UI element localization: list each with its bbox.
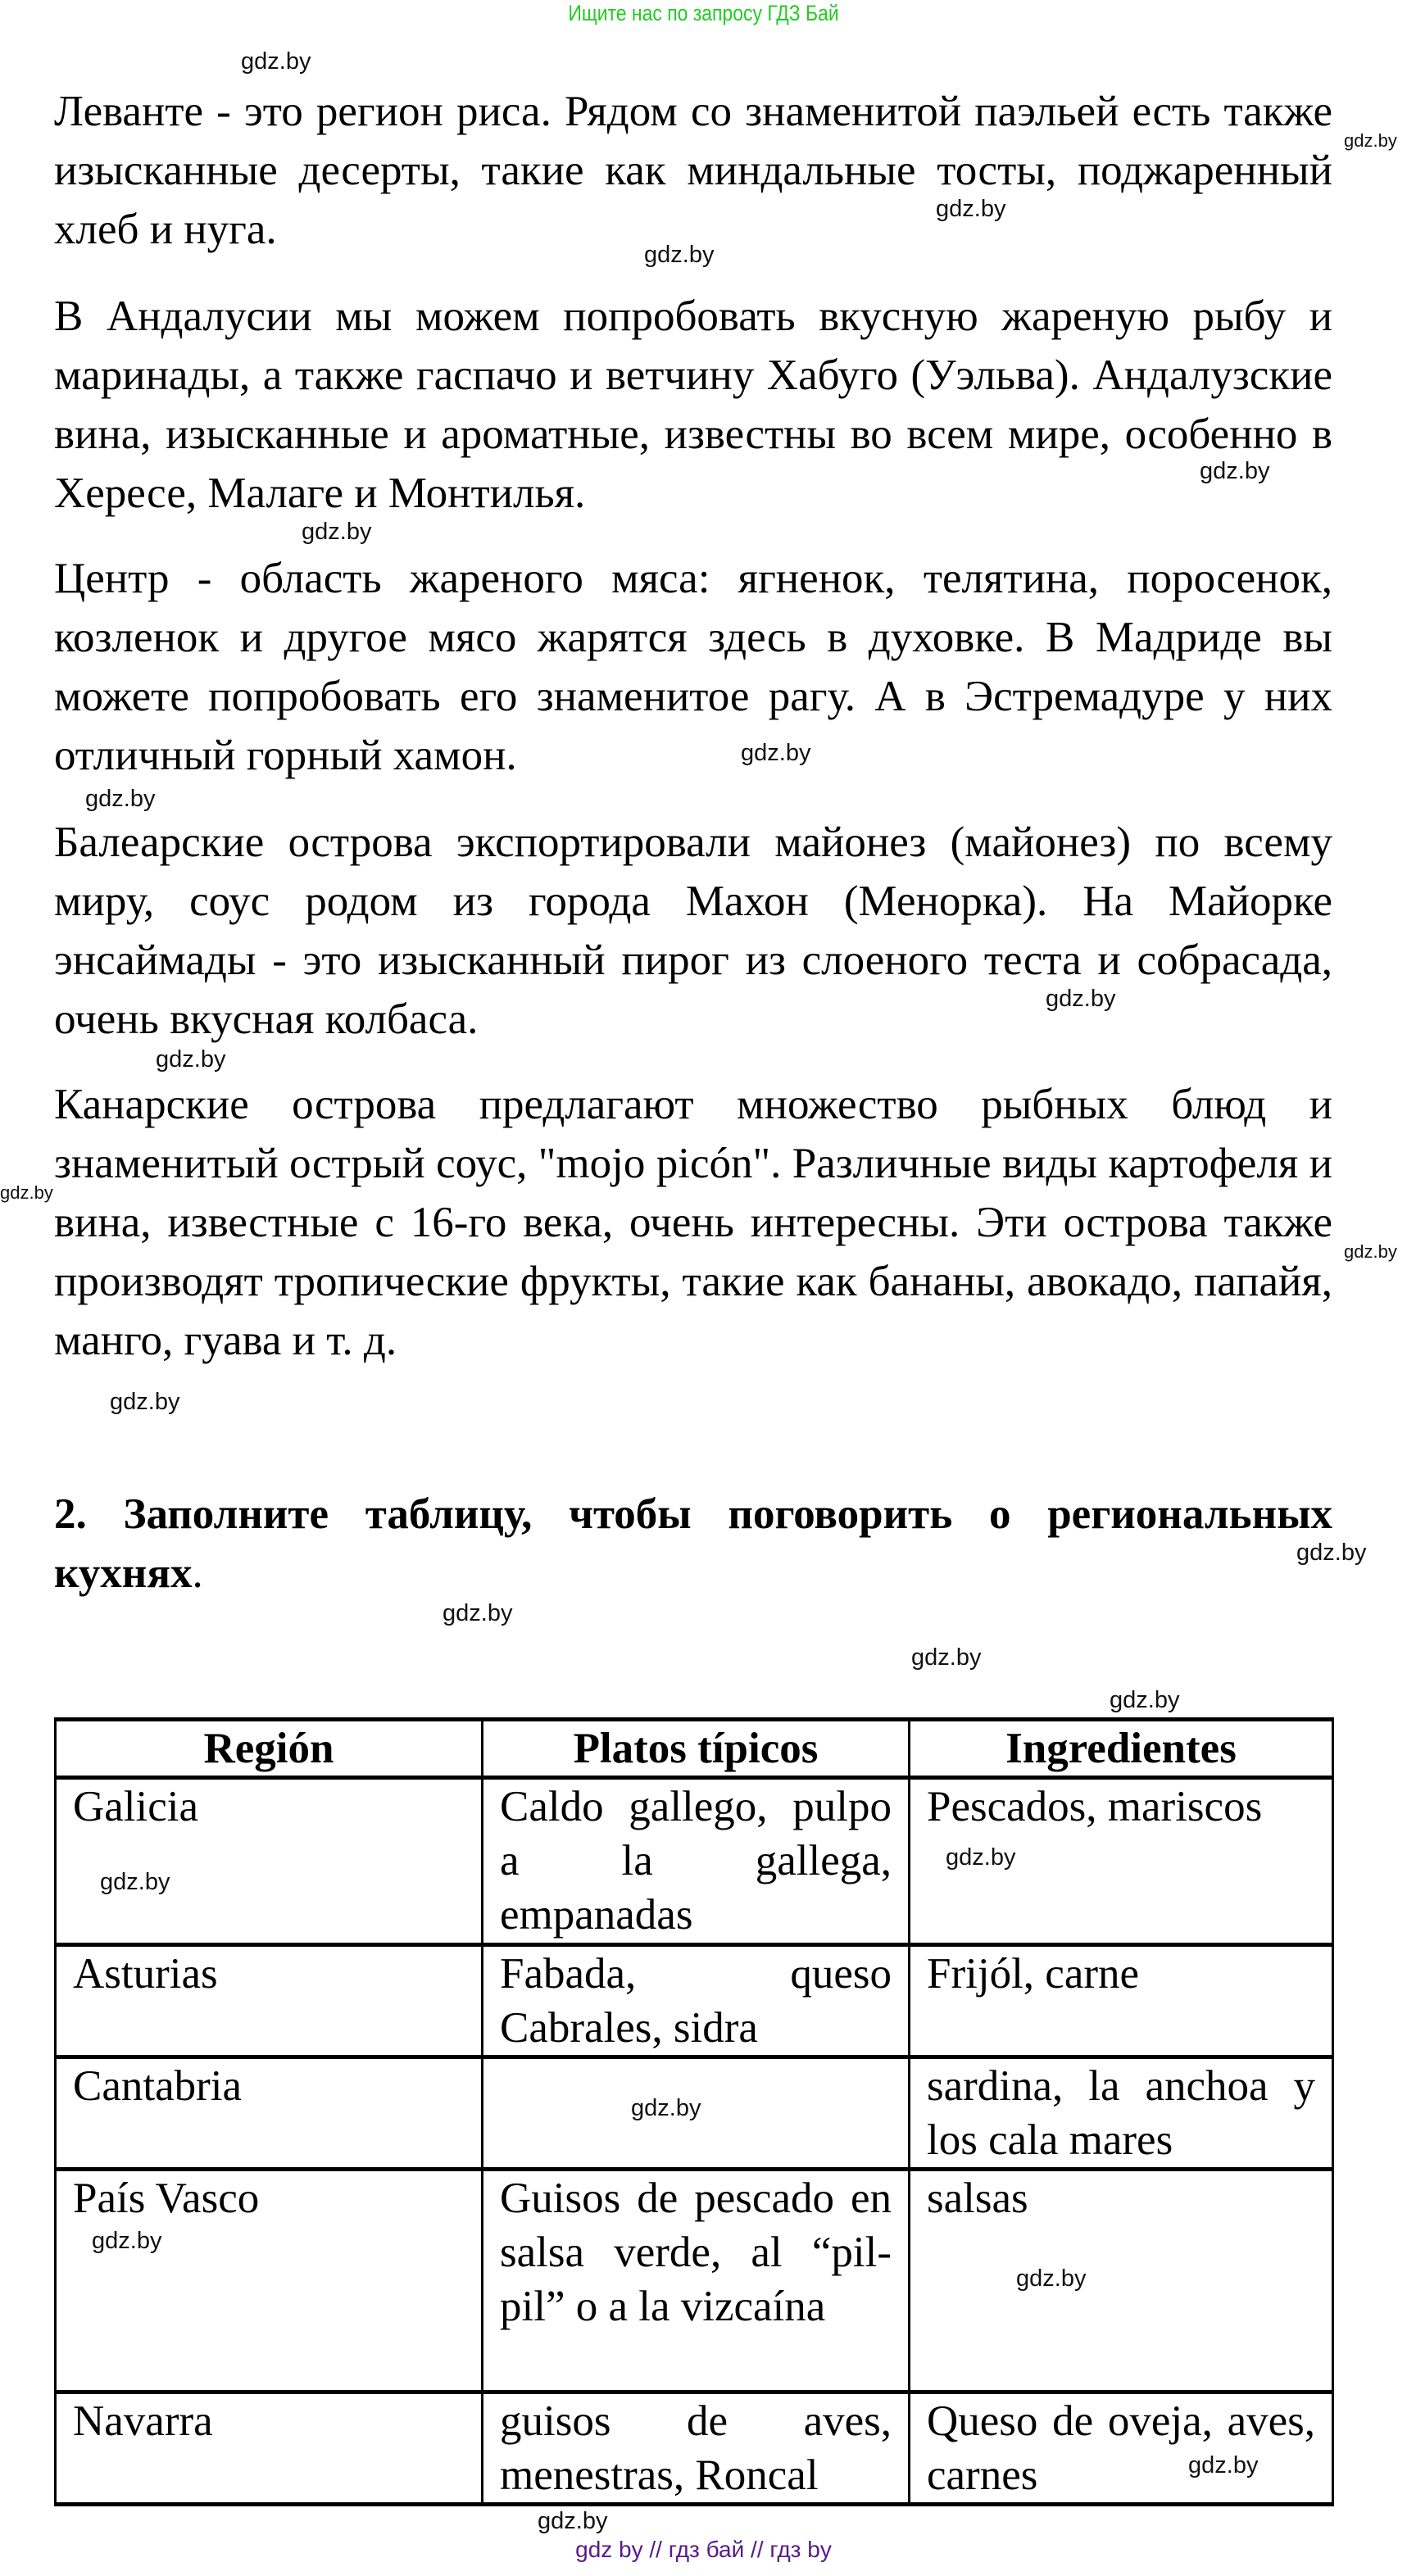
watermark: gdz.by — [1046, 986, 1116, 1012]
cell-dishes: Fabada, queso Cabrales, sidra — [483, 1945, 910, 2057]
header-dishes: Platos típicos — [483, 1720, 910, 1778]
cell-dishes: guisos de aves, menestras, Roncal — [483, 2392, 910, 2505]
watermark: gdz.by — [1188, 2452, 1259, 2478]
watermark: gdz.by — [92, 2228, 162, 2254]
cell-ingredients: Frijól, carne — [910, 1945, 1333, 2057]
paragraph-andalusia: В Андалусии мы можем попробовать вкусную жареную рыбу и маринады, а также гаспачо и ветчину Хабуго (Уэльва). Андалузские вина, изысканные и ароматные, известны во всем мире, особенно в Хересе, Малаге и Монтилья. — [54, 293, 1332, 517]
table-header-row — [56, 1720, 1333, 1778]
cell-region: Galicia — [56, 1778, 483, 1945]
paragraph-canary: Канарские острова предлагают множество рыбных блюд и знаменитый острый соус, "mojo picón". Различные виды картофеля и вина, известные с 16-го века, очень интересны. Эти острова также производят тропические фрукты, такие как бананы, авокадо, папайя, манго, гуава и т. д. — [54, 1081, 1332, 1364]
cell-ingredients: salsas — [910, 2170, 1333, 2392]
watermark: gdz.by — [644, 242, 715, 268]
paragraph-center: Центр - область жареного мяса: ягненок, телятина, поросенок, козленок и другое мясо жарятся здесь в духовке. В Мадриде вы можете попробовать его знаменитое рагу. А в Эстремадуре у них отличный горный хамон. — [54, 555, 1332, 779]
cell-ingredients: Pescados, mariscos — [910, 1778, 1333, 1945]
watermark: gdz.by — [85, 786, 156, 812]
watermark: gdz.by — [1344, 1241, 1397, 1262]
watermark: gdz.by — [110, 1389, 180, 1415]
cell-ingredients: sardina, la anchoa y los cala mares — [910, 2057, 1333, 2170]
watermark: gdz.by — [538, 2508, 608, 2534]
watermark: gdz.by — [241, 48, 311, 75]
header-ingredients: Ingredientes — [910, 1720, 1333, 1778]
watermark: gdz.by — [1110, 1687, 1180, 1713]
watermark: gdz.by — [1344, 130, 1397, 151]
cell-ingredients: Queso de oveja, aves, carnes — [910, 2392, 1333, 2505]
table-row — [56, 2392, 1333, 2505]
task-heading-period: . — [192, 1549, 203, 1597]
watermark: gdz.by — [0, 1182, 53, 1203]
cell-region: Cantabria — [56, 2057, 483, 2170]
watermark: gdz.by — [443, 1600, 513, 1626]
cell-region: Asturias — [56, 1945, 483, 2057]
cell-dishes: Caldo gallego, pulpo a la gallega, empanadas — [483, 1778, 910, 1945]
task-heading — [54, 1485, 1332, 1603]
watermark: gdz.by — [1200, 458, 1270, 484]
watermark: gdz.by — [302, 519, 372, 545]
watermark: gdz.by — [1016, 2265, 1087, 2292]
watermark: gdz.by — [936, 196, 1006, 222]
cell-dishes: Guisos de pescado en salsa verde, al “pil-pil” o a la vizcaína — [483, 2170, 910, 2392]
table-row — [56, 2170, 1333, 2392]
watermark: gdz.by — [741, 740, 811, 766]
cell-region: País Vasco — [56, 2170, 483, 2392]
watermark: gdz.by — [911, 1644, 982, 1671]
watermark: gdz.by — [946, 1844, 1016, 1871]
site-banner: Ищите нас по запросу ГДЗ Бай — [568, 1, 839, 25]
watermark: gdz.by — [100, 1869, 170, 1895]
watermark: gdz.by — [631, 2095, 701, 2121]
task-heading-text: 2. Заполните таблицу, чтобы поговорить о региональных кухнях — [54, 1490, 1332, 1597]
paragraph-balearic: Балеарские острова экспортировали майонез (майонез) по всему миру, соус родом из города Махон (Менорка). На Майорке энсаймады - это изысканный пирог из слоеного теста и собрасада, очень вкусная колбаса. — [54, 819, 1332, 1043]
table-row — [56, 1778, 1333, 1945]
watermark: gdz.by — [156, 1046, 226, 1073]
site-footer: gdz by // гдз бай // гдз by — [575, 2537, 832, 2562]
table-row — [56, 1945, 1333, 2057]
paragraph-levante: Леванте - это регион риса. Рядом со знаменитой паэльей есть также изысканные десерты, такие как миндальные тосты, поджаренный хлеб и нуга. — [54, 88, 1332, 253]
cell-region: Navarra — [56, 2392, 483, 2505]
watermark: gdz.by — [1296, 1540, 1367, 1566]
header-region: Región — [56, 1720, 483, 1778]
